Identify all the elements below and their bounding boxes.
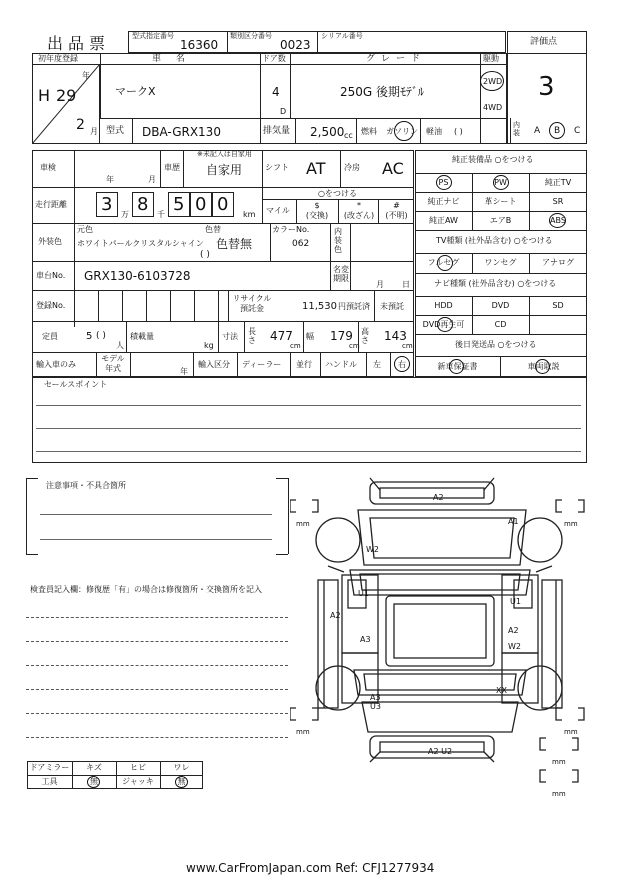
type-cert-value: 16360 [180, 38, 219, 52]
divider [260, 118, 261, 144]
divider [194, 290, 195, 321]
car-name: マークX [115, 85, 156, 98]
divider [237, 352, 238, 377]
jack-value-circle [175, 776, 188, 788]
damage-code: A2 [433, 493, 444, 502]
ac-value: AC [382, 159, 404, 178]
tv-analog: アナログ [542, 258, 574, 267]
rule-line [36, 405, 581, 406]
length-value: 477 [270, 329, 293, 343]
mm-label: mm [564, 728, 578, 736]
divider [276, 554, 288, 555]
interior-c: C [574, 126, 581, 136]
navi-dvd: DVD [491, 301, 510, 310]
month-unit: 月 [90, 127, 98, 136]
cc-unit: cc [344, 131, 353, 140]
equip-airbag: エアB [489, 216, 512, 225]
length-label: 長さ [248, 327, 256, 345]
jack-label: ジャッキ [122, 777, 154, 786]
shaken-year: 年 [106, 175, 114, 184]
form-title: 出品票 [47, 34, 111, 53]
height-value: 143 [384, 329, 407, 343]
damage-code: A2 U2 [428, 747, 453, 756]
drive-label: 駆動 [483, 54, 499, 63]
width-value: 179 [330, 329, 353, 343]
usage-note: ※未記入は自家用 [197, 150, 252, 158]
fuel-label: 燃料 [361, 127, 377, 136]
orig-color: ホワイトパールクリスタルシャイン [77, 239, 204, 248]
tool-label: 工具 [41, 777, 58, 786]
capacity-unit: 人 [116, 341, 124, 350]
name-change-month: 月 [376, 280, 384, 289]
category-value: 0023 [280, 38, 311, 52]
color-code: 062 [292, 239, 310, 249]
divider [480, 53, 481, 144]
tool-header-mirror: ドアミラー [29, 763, 70, 772]
interior-a: A [534, 126, 541, 136]
tool-header-crack: ヒビ [130, 763, 146, 772]
divider [27, 775, 203, 776]
divider [270, 223, 271, 261]
rule-line [36, 451, 581, 452]
equipment-header: 純正装備品 ○をつける [452, 155, 534, 164]
rule-line [26, 617, 288, 618]
shift-label: シフト [265, 163, 289, 172]
navi-hdd: HDD [434, 301, 453, 310]
mm-label: mm [552, 758, 566, 766]
divider [290, 352, 291, 377]
divider [32, 187, 414, 188]
height-unit: cm [402, 342, 413, 350]
divider [183, 150, 184, 187]
rule-line [26, 713, 288, 714]
rule-line [26, 689, 288, 690]
repaint-label: 色替 [205, 225, 221, 234]
damage-code: A2 [330, 611, 341, 620]
equip-aw: 純正AW [429, 216, 458, 225]
divider [32, 223, 414, 224]
tampered-option: * (改ざん) [343, 201, 375, 220]
height-label: 高さ [361, 327, 369, 345]
color-code-label: カラーNo. [272, 225, 310, 234]
doors: 4 [272, 85, 280, 99]
damage-code: U1 [358, 589, 369, 598]
divider [32, 64, 507, 65]
equip-navi: 純正ナビ [427, 197, 460, 206]
dims-label: 寸法 [222, 332, 238, 341]
capacity-value: 5 [86, 331, 93, 342]
usage-label: 車歴 [164, 163, 180, 172]
damage-code: A1 [508, 517, 519, 526]
car-name-label: 車 名 [152, 54, 191, 64]
damage-code: W2 [366, 545, 379, 554]
equip-tv: 純正TV [544, 178, 572, 187]
divider [32, 352, 414, 353]
displacement-label: 排気量 [263, 126, 291, 136]
chassis-label: 車台No. [36, 271, 66, 280]
divider [340, 150, 341, 187]
doors-suffix: D [280, 107, 287, 116]
jack-value: 無 [177, 777, 186, 786]
shaken-month: 月 [148, 175, 156, 184]
divider [415, 253, 587, 254]
navi-cd: CD [494, 320, 507, 329]
divider [218, 290, 219, 321]
damage-code: XX [496, 686, 507, 695]
divider [26, 478, 38, 479]
sales-point-label: セールスポイント [44, 380, 108, 389]
divider [100, 53, 101, 118]
score-label: 評価点 [530, 37, 558, 47]
drive-4wd: 4WD [483, 103, 503, 112]
divider [366, 352, 367, 377]
grade-label: グレード [366, 54, 427, 64]
displacement: 2,500 [310, 125, 345, 139]
not-deposited: 未預託 [380, 302, 404, 311]
divider [296, 199, 297, 223]
tool-header-scratch: キズ [86, 763, 102, 772]
interior-color-label: 内装色 [334, 227, 342, 254]
divider [122, 290, 123, 321]
serial-label: シリアル番号 [321, 32, 363, 40]
mileage-d1: 3 [101, 194, 113, 215]
divider [415, 296, 587, 297]
interior-b: B [554, 126, 561, 136]
divider [146, 290, 147, 321]
handle-left: 左 [373, 360, 381, 369]
grade: 250G 後期ﾓﾃﾞﾙ [340, 85, 425, 99]
divider [276, 478, 288, 479]
divider [170, 290, 171, 321]
divider [32, 261, 414, 262]
divider [244, 321, 245, 352]
recycle-suffix: 円預託済 [338, 302, 370, 311]
fuel-circle [394, 121, 414, 141]
mm-label: mm [296, 728, 310, 736]
divider [420, 118, 421, 144]
mileage-d5: 0 [217, 194, 229, 215]
divider [74, 150, 75, 327]
divider [390, 352, 391, 377]
name-change-day: 日 [402, 280, 410, 289]
rule-line [26, 737, 288, 738]
damage-code: U3 [370, 702, 381, 711]
divider [262, 150, 263, 187]
width-unit: cm [349, 342, 360, 350]
divider [374, 290, 375, 321]
capacity-label: 定員 [42, 332, 58, 341]
equip-pw: PW [494, 178, 507, 187]
recycle-value: 11,530 [302, 301, 337, 312]
divider [32, 290, 414, 291]
recycle-label: リサイクル預託金 [232, 294, 272, 313]
divider [100, 118, 507, 119]
divider [218, 321, 219, 352]
divider [290, 53, 291, 118]
divider [130, 352, 131, 377]
damage-code: A2 [508, 626, 519, 635]
divider [510, 118, 511, 144]
equip-abs: ABS [550, 216, 566, 225]
dealer-option: ディーラー [242, 360, 282, 369]
later-warranty-circle [449, 359, 464, 374]
divider [415, 173, 587, 174]
tv-oneseg: ワンセグ [484, 258, 517, 267]
divider [415, 211, 587, 212]
repaint-paren: ( ) [200, 250, 210, 260]
damage-code: U1 [510, 597, 521, 606]
equip-ps: PS [438, 178, 449, 187]
tv-fullseg: フルセグ [427, 258, 460, 267]
navi-header: ナビ種類 (社外品含む) ○をつける [434, 279, 557, 288]
length-unit: cm [290, 342, 301, 350]
shaken-label: 車検 [40, 163, 56, 172]
divider [415, 334, 587, 335]
mileage-label: 走行距離 [35, 200, 67, 209]
later-manual-circle [535, 359, 550, 374]
equip-sr: SR [552, 197, 564, 206]
model-year-unit: 年 [180, 367, 188, 376]
divider [317, 31, 318, 53]
later-manual: 車両取説 [527, 362, 560, 371]
import-type-label: 輸入区分 [198, 360, 230, 369]
rule-line [26, 665, 288, 666]
interior-label: 内装 [513, 121, 520, 137]
divider [415, 273, 587, 274]
navi-dvd-play-circle [437, 317, 453, 332]
equip-ps-circle [436, 175, 452, 190]
equip-abs-circle [549, 213, 566, 228]
divider [358, 321, 359, 352]
tv-header: TV種類 (社外品含む) ○をつける [436, 236, 553, 245]
rule-line [36, 428, 581, 429]
handle-right: 右 [398, 360, 406, 369]
first-reg-label: 初年度登録 [38, 54, 78, 63]
name-change-label: 名変期限 [333, 265, 349, 283]
damage-code: A3 [370, 693, 381, 702]
mm-label: mm [564, 520, 578, 528]
fuel-gasoline: ガソリン [386, 127, 418, 136]
reg-year: 29 [56, 86, 77, 105]
notes-label: 注意事項・不具合箇所 [46, 481, 126, 490]
divider [356, 118, 357, 144]
tool-value: 無 [90, 777, 98, 786]
mileage-mark-note: ○をつける [318, 189, 357, 198]
ac-label: 冷房 [344, 163, 360, 172]
model-code: DBA-GRX130 [142, 125, 221, 139]
divider [96, 352, 97, 377]
damage-code: W2 [508, 642, 521, 651]
divider [260, 53, 261, 118]
divider [320, 352, 321, 377]
divider [160, 150, 161, 187]
type-cert-label: 型式指定番号 [132, 32, 174, 40]
shift-value: AT [306, 159, 326, 178]
km-unit: km [243, 210, 256, 219]
divider [26, 554, 38, 555]
orig-color-label: 元色 [77, 225, 93, 234]
drive-2wd: 2WD [483, 77, 503, 86]
fuel-diesel: 軽油 [426, 127, 442, 136]
rule-line [40, 539, 272, 540]
divider [415, 192, 587, 193]
later-header: 後日発送品 ○をつける [455, 340, 537, 349]
mileage-d4: 0 [195, 194, 207, 215]
exchange-option: $ (交換) [305, 201, 329, 220]
divider [415, 315, 587, 316]
unknown-option: # (不明) [385, 201, 408, 220]
car-outline [290, 478, 584, 782]
later-warranty: 新車保証書 [437, 362, 478, 371]
divider [126, 321, 127, 352]
tv-fullseg-circle [437, 255, 453, 271]
mileage-d3: 5 [173, 194, 185, 215]
equip-pw-circle [493, 175, 509, 190]
chassis-value: GRX130-6103728 [84, 269, 191, 283]
divider [295, 118, 296, 144]
reg-month: 2 [76, 117, 85, 133]
handle-label: ハンドル [325, 360, 357, 369]
load-unit: kg [204, 341, 214, 350]
divider [303, 321, 304, 352]
category-label: 類別区分番号 [230, 32, 272, 40]
import-label: 輸入車のみ [36, 360, 76, 369]
interior-b-circle [549, 122, 565, 139]
divider [415, 230, 587, 231]
divider [132, 118, 133, 144]
width-label: 幅 [306, 332, 314, 341]
divider [98, 290, 99, 321]
navi-dvd-play: DVD再生可 [422, 320, 465, 329]
parallel-option: 並行 [296, 360, 312, 369]
tool-header-break: ワレ [173, 763, 190, 772]
mm-label: mm [296, 520, 310, 528]
load-label: 積載量 [130, 332, 154, 341]
registration-label: 登録No. [36, 301, 66, 310]
car-damage-diagram [290, 470, 596, 815]
footer-watermark: www.CarFromJapan.com Ref: CFJ1277934 [186, 861, 435, 875]
navi-sd: SD [552, 301, 564, 310]
handle-right-circle [394, 356, 410, 372]
divider [288, 478, 289, 554]
damage-code: A3 [360, 635, 371, 644]
divider [262, 187, 263, 223]
year-unit: 年 [82, 71, 90, 80]
divider [32, 321, 414, 322]
mile-option: マイル [266, 206, 290, 215]
divider [227, 31, 228, 53]
drive-2wd-circle [480, 71, 504, 91]
rule-line [26, 641, 288, 642]
mm-label: mm [552, 790, 566, 798]
man-unit: 万 [121, 210, 129, 219]
divider [507, 53, 587, 54]
rule-line [40, 514, 272, 515]
divider [330, 223, 331, 290]
model-year-label: モデル年式 [101, 354, 125, 373]
fuel-other: ( ) [454, 127, 463, 136]
divider [193, 352, 194, 377]
mileage-d2: 8 [137, 194, 149, 215]
color-label: 外装色 [38, 237, 62, 246]
model-label: 型式 [106, 126, 125, 136]
sen-unit: 千 [157, 210, 165, 219]
usage-value: 自家用 [206, 163, 243, 177]
equip-leather: 革シート [484, 197, 517, 206]
divider [415, 356, 587, 357]
era: H [38, 86, 51, 105]
repaint-value: 色替無 [216, 237, 253, 251]
doors-label: ドア数 [262, 54, 286, 63]
inspector-label: 検査員記入欄：修復歴「有」の場合は修復箇所・交換箇所を記入 [30, 585, 262, 594]
score-value: 3 [538, 72, 555, 102]
tool-value-circle [87, 776, 100, 788]
capacity-paren: ( ) [96, 331, 106, 341]
divider [350, 223, 351, 290]
